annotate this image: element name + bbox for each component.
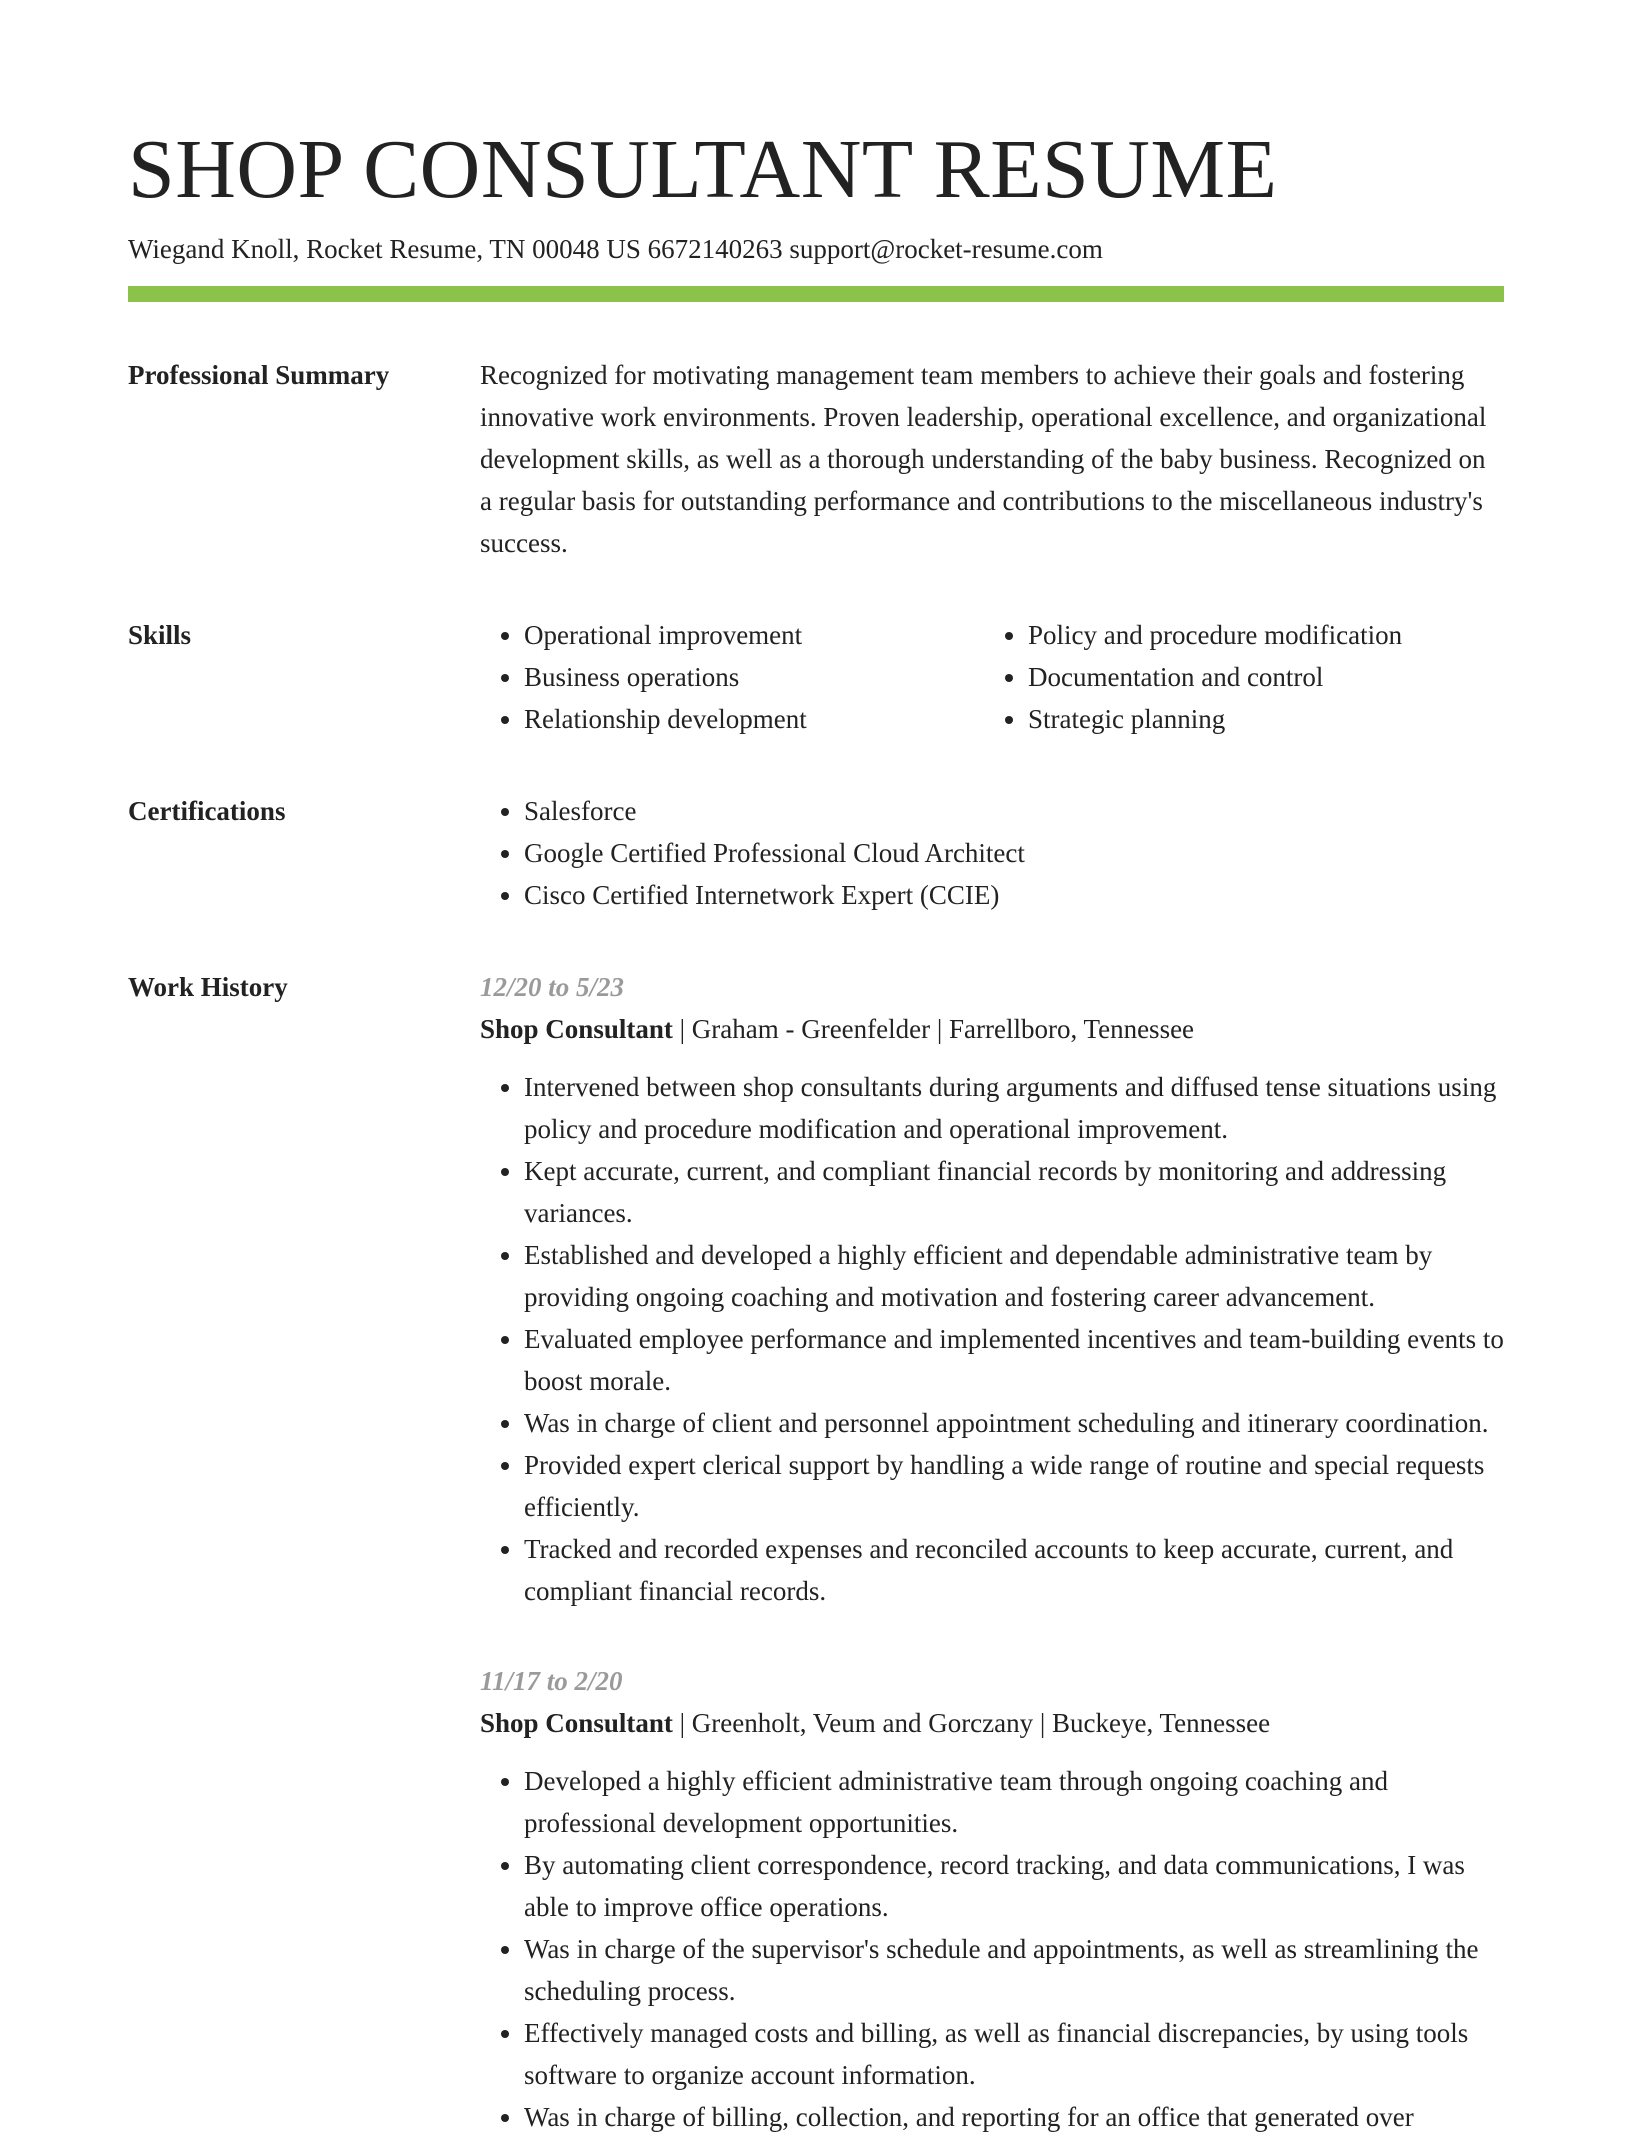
skill-item: • Documentation and control — [1028, 656, 1402, 698]
skills-section — [128, 614, 1504, 740]
job-bullet: • Kept accurate, current, and compliant financial records by monitoring and addressing variances. — [524, 1150, 1504, 1234]
resume-title: SHOP CONSULTANT RESUME — [128, 123, 1278, 216]
skills-list-left — [480, 614, 984, 740]
job-title-line — [480, 1702, 1504, 1744]
skills-label: Skills — [128, 620, 192, 650]
job-bullet: • Was in charge of billing, collection, and reporting for an office that generated over — [524, 2096, 1504, 2138]
job-dates: 12/20 to 5/23 — [480, 972, 625, 1002]
job-bullet: • Established and developed a highly efficient and dependable administrative team by providing ongoing coaching and motivation and fostering career advancement. — [524, 1234, 1504, 1318]
skill-item: • Relationship development — [524, 698, 984, 740]
certification-item: • Salesforce — [524, 790, 1504, 832]
job-employer-location: | Greenholt, Veum and Gorczany | Buckeye, Tennessee — [672, 1708, 1271, 1738]
job-bullet: • By automating client correspondence, record tracking, and data communications, I was able to improve office operations. — [524, 1844, 1504, 1928]
job-bullet: • Intervened between shop consultants during arguments and diffused tense situations using policy and procedure modification and operational improvement. — [524, 1066, 1504, 1150]
job-bullet: • Developed a highly efficient administrative team through ongoing coaching and professional development opportunities. — [524, 1760, 1504, 1844]
job-bullet: • Provided expert clerical support by handling a wide range of routine and special requests efficiently. — [524, 1444, 1504, 1528]
job-bullet-list — [480, 1760, 1504, 2138]
skills-list-right — [984, 614, 1402, 740]
job-bullet: • Effectively managed costs and billing, as well as financial discrepancies, by using tools software to organize account information. — [524, 2012, 1504, 2096]
work-history-section — [128, 966, 1504, 2138]
resume-page — [128, 0, 1504, 2138]
certifications-section — [128, 790, 1504, 916]
job-title-line — [480, 1008, 1504, 1050]
job-bullet: • Was in charge of client and personnel appointment scheduling and itinerary coordination. — [524, 1402, 1504, 1444]
certifications-list — [480, 790, 1504, 916]
certification-item: • Google Certified Professional Cloud Architect — [524, 832, 1504, 874]
contact-line: Wiegand Knoll, Rocket Resume, TN 00048 US 6672140263 support@rocket-resume.com — [128, 234, 1103, 264]
job-entry — [480, 966, 1504, 1612]
job-dates: 11/17 to 2/20 — [480, 1666, 623, 1696]
certification-item: • Cisco Certified Internetwork Expert (CCIE) — [524, 874, 1504, 916]
job-bullet: • Evaluated employee performance and implemented incentives and team-building events to boost morale. — [524, 1318, 1504, 1402]
job-title: Shop Consultant — [480, 1708, 673, 1738]
job-employer-location: | Graham - Greenfelder | Farrellboro, Tennessee — [672, 1014, 1195, 1044]
summary-text: Recognized for motivating management team members to achieve their goals and fostering innovative work environments. Proven leadership, operational excellence, and organizational development skills, as well as a thorough understanding of the baby business. Recognized on a regular basis for outstanding performance and contributions to the miscellaneous industry's success. — [480, 360, 1487, 558]
summary-label: Professional Summary — [128, 360, 390, 390]
job-title: Shop Consultant — [480, 1014, 673, 1044]
accent-divider — [128, 286, 1504, 302]
skill-item: • Policy and procedure modification — [1028, 614, 1402, 656]
skill-item: • Strategic planning — [1028, 698, 1402, 740]
job-bullet: • Was in charge of the supervisor's schedule and appointments, as well as streamlining the scheduling process. — [524, 1928, 1504, 2012]
job-entry — [480, 1660, 1504, 2138]
skill-item: • Operational improvement — [524, 614, 984, 656]
work-history-label: Work History — [128, 972, 288, 1002]
summary-section — [128, 354, 1504, 564]
job-bullet: • Tracked and recorded expenses and reconciled accounts to keep accurate, current, and compliant financial records. — [524, 1528, 1504, 1612]
certifications-label: Certifications — [128, 796, 286, 826]
job-bullet-list — [480, 1066, 1504, 1612]
skill-item: • Business operations — [524, 656, 984, 698]
